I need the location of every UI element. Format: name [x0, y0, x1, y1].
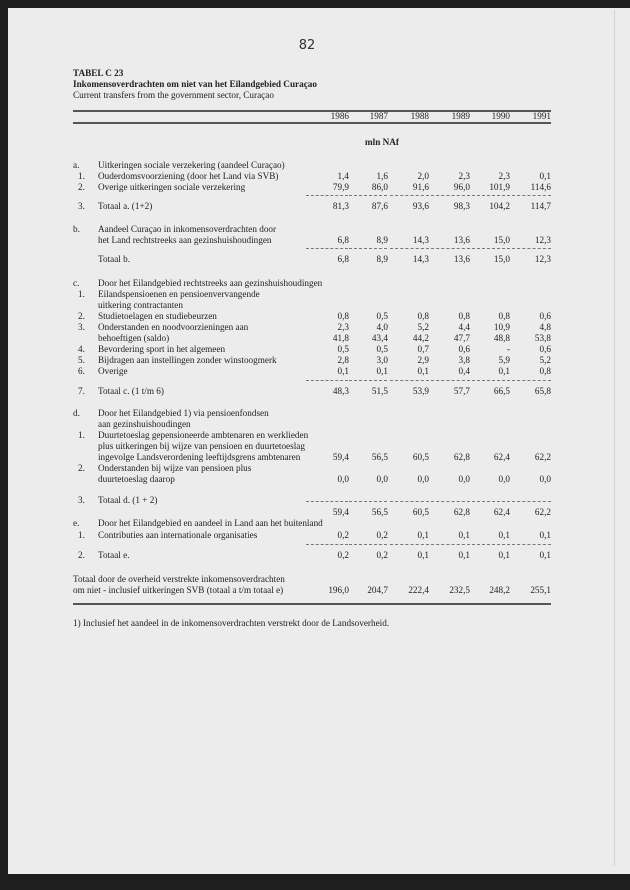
- subtotal-dashed-rule: [390, 544, 429, 545]
- year-header: 1990: [491, 111, 510, 121]
- cell-value: 56,5: [371, 452, 388, 462]
- subtotal-dashed-rule: [349, 380, 387, 381]
- cell-value: 0,1: [417, 530, 429, 540]
- row-label: Bevordering sport in het algemeen: [98, 344, 226, 354]
- subtotal-dashed-rule: [512, 380, 551, 381]
- subtotal-dashed-rule: [472, 380, 510, 381]
- subtotal-dashed-rule: [472, 195, 510, 196]
- cell-value: 66,5: [493, 386, 510, 396]
- cell-value: 51,5: [371, 386, 388, 396]
- cell-value: 6,8: [337, 254, 349, 264]
- table-bottom-rule: [73, 603, 551, 605]
- page-edge-shadow: [614, 10, 615, 866]
- cell-value: 8,9: [376, 254, 388, 264]
- year-header: 1989: [451, 111, 470, 121]
- cell-value: 12,3: [534, 254, 551, 264]
- cell-value: 0,5: [376, 311, 388, 321]
- cell-value: 93,6: [412, 201, 429, 211]
- cell-value: 0,1: [458, 550, 470, 560]
- row-marker: 3.: [78, 201, 85, 211]
- table-id: TABEL C 23: [73, 68, 124, 78]
- cell-value: 2,8: [337, 355, 349, 365]
- year-header: 1991: [532, 111, 551, 121]
- year-header: 1987: [369, 111, 388, 121]
- cell-value: 8,9: [376, 235, 388, 245]
- subtotal-dashed-rule: [512, 501, 551, 502]
- row-marker: 1.: [78, 289, 85, 299]
- cell-value: 59,4: [332, 452, 349, 462]
- cell-value: 2,9: [417, 355, 429, 365]
- subtotal-dashed-rule: [431, 501, 470, 502]
- subtotal-dashed-rule: [306, 501, 348, 502]
- cell-value: 0,2: [337, 530, 349, 540]
- row-label: Totaal e.: [98, 550, 130, 560]
- row-label: Onderstanden en noodvoorzieningen aan: [98, 322, 249, 332]
- table-title-en: Current transfers from the government sector, Curaçao: [73, 90, 274, 100]
- cell-value: 0,1: [539, 171, 551, 181]
- row-label: Door het Eilandgebied 1) via pensioenfondsen: [98, 408, 269, 418]
- subtotal-dashed-rule: [390, 195, 429, 196]
- subtotal-dashed-rule: [390, 501, 429, 502]
- cell-value: 62,4: [493, 452, 510, 462]
- cell-value: 0,5: [337, 344, 349, 354]
- cell-value: 81,3: [332, 201, 349, 211]
- cell-value: -: [506, 344, 510, 354]
- subtotal-dashed-rule: [512, 544, 551, 545]
- row-label: Eilandspensioenen en pensioenvervangende: [98, 289, 260, 299]
- cell-value: 2,3: [458, 171, 470, 181]
- cell-value: 5,2: [417, 322, 429, 332]
- row-label: Totaal a. (1+2): [98, 201, 153, 211]
- subtotal-dashed-rule: [431, 248, 470, 249]
- cell-value: 0,7: [417, 344, 429, 354]
- cell-value: 2,3: [498, 171, 510, 181]
- row-label: Contributies aan internationale organisaties: [98, 530, 258, 540]
- cell-value: 79,9: [332, 182, 349, 192]
- cell-value: 0,8: [498, 311, 510, 321]
- row-marker: 3.: [78, 495, 85, 505]
- cell-value: 48,8: [493, 333, 510, 343]
- cell-value: 59,4: [332, 507, 349, 517]
- row-marker: 2.: [78, 311, 85, 321]
- row-marker: 1.: [78, 171, 85, 181]
- row-label: behoeftigen (saldo): [98, 333, 170, 343]
- row-label: Onderstanden bij wijze van pensioen plus: [98, 463, 252, 473]
- cell-value: 4,8: [539, 322, 551, 332]
- subtotal-dashed-rule: [349, 501, 387, 502]
- cell-value: 14,3: [412, 254, 429, 264]
- cell-value: 60,5: [412, 507, 429, 517]
- cell-value: 13,6: [453, 254, 470, 264]
- cell-value: 0,6: [458, 344, 470, 354]
- cell-value: 0,1: [337, 366, 349, 376]
- row-marker: e.: [73, 518, 80, 528]
- subtotal-dashed-rule: [349, 544, 387, 545]
- cell-value: 3,8: [458, 355, 470, 365]
- cell-value: 12,3: [534, 235, 551, 245]
- cell-value: 62,4: [493, 507, 510, 517]
- row-label: plus uitkeringen bij wijze van pensioen en duurtetoeslag: [98, 441, 305, 451]
- row-marker: c.: [73, 278, 80, 288]
- subtotal-dashed-rule: [306, 195, 348, 196]
- cell-value: 60,5: [412, 452, 429, 462]
- cell-value: 0,5: [376, 344, 388, 354]
- cell-value: 62,2: [534, 452, 551, 462]
- cell-value: 4,4: [458, 322, 470, 332]
- row-label: Ouderdomsvoorziening (door het Land via SVB): [98, 171, 279, 181]
- row-marker: d.: [73, 408, 80, 418]
- cell-value: 0,0: [376, 474, 388, 484]
- subtotal-dashed-rule: [431, 380, 470, 381]
- cell-value: 0,4: [458, 366, 470, 376]
- cell-value: 43,4: [371, 333, 388, 343]
- subtotal-dashed-rule: [349, 248, 387, 249]
- row-label: duurtetoeslag daarop: [98, 474, 175, 484]
- cell-value: 0,2: [337, 550, 349, 560]
- cell-value: 87,6: [371, 201, 388, 211]
- row-label: het Land rechtstreeks aan gezinshuishoudingen: [98, 235, 272, 245]
- footnote: 1) Inclusief het aandeel in de inkomensoverdrachten verstrekt door de Landsoverheid.: [73, 618, 390, 628]
- cell-value: 0,6: [539, 311, 551, 321]
- cell-value: 0,8: [417, 311, 429, 321]
- cell-value: 0,0: [417, 474, 429, 484]
- row-marker: a.: [73, 160, 80, 170]
- cell-value: 57,7: [453, 386, 470, 396]
- cell-value: 114,7: [530, 201, 551, 211]
- cell-value: 15,0: [493, 235, 510, 245]
- cell-value: 98,3: [453, 201, 470, 211]
- cell-value: 0,1: [498, 550, 510, 560]
- subtotal-dashed-rule: [349, 195, 387, 196]
- row-marker: 2.: [78, 463, 85, 473]
- subtotal-dashed-rule: [306, 544, 348, 545]
- row-label: uitkering contractanten: [98, 300, 183, 310]
- cell-value: 48,3: [332, 386, 349, 396]
- row-label: Aandeel Curaçao in inkomensoverdrachten door: [98, 224, 277, 234]
- cell-value: 0,8: [337, 311, 349, 321]
- row-label: Uitkeringen sociale verzekering (aandeel Curaçao): [98, 160, 285, 170]
- cell-value: 0,1: [417, 366, 429, 376]
- subtotal-dashed-rule: [512, 195, 551, 196]
- cell-value: 41,8: [332, 333, 349, 343]
- cell-value: 62,2: [534, 507, 551, 517]
- cell-value: 10,9: [493, 322, 510, 332]
- row-label: Overige uitkeringen sociale verzekering: [98, 182, 246, 192]
- cell-value: 0,2: [376, 530, 388, 540]
- row-label: Door het Eilandgebied en aandeel in Land aan het buitenland: [98, 518, 323, 528]
- cell-value: 5,9: [498, 355, 510, 365]
- cell-value: 14,3: [412, 235, 429, 245]
- subtotal-dashed-rule: [306, 380, 348, 381]
- unit-label: mln NAf: [365, 137, 399, 147]
- subtotal-dashed-rule: [390, 380, 429, 381]
- cell-value: 0,1: [539, 530, 551, 540]
- cell-value: 86,0: [371, 182, 388, 192]
- table-header-rule: [73, 122, 551, 124]
- subtotal-dashed-rule: [472, 248, 510, 249]
- cell-value: 65,8: [534, 386, 551, 396]
- cell-value: 101,9: [489, 182, 510, 192]
- subtotal-dashed-rule: [431, 195, 470, 196]
- cell-value: 96,0: [453, 182, 470, 192]
- row-label: Door het Eilandgebied rechtstreeks aan gezinshuishoudingen: [98, 278, 323, 288]
- cell-value: 1,6: [376, 171, 388, 181]
- row-label: Totaal d. (1 + 2): [98, 495, 158, 505]
- row-marker: 3.: [78, 322, 85, 332]
- cell-value: 196,0: [328, 585, 349, 595]
- row-marker: 5.: [78, 355, 85, 365]
- table-title-nl: Inkomensoverdrachten om niet van het Eilandgebied Curaçao: [73, 79, 317, 89]
- cell-value: 13,6: [453, 235, 470, 245]
- cell-value: 0,1: [498, 530, 510, 540]
- cell-value: 0,8: [539, 366, 551, 376]
- cell-value: 3,0: [376, 355, 388, 365]
- cell-value: 0,0: [458, 474, 470, 484]
- cell-value: 6,8: [337, 235, 349, 245]
- cell-value: 44,2: [412, 333, 429, 343]
- subtotal-dashed-rule: [472, 544, 510, 545]
- cell-value: 62,8: [453, 452, 470, 462]
- cell-value: 0,0: [498, 474, 510, 484]
- cell-value: 114,6: [530, 182, 551, 192]
- row-marker: 2.: [78, 550, 85, 560]
- cell-value: 0,1: [458, 530, 470, 540]
- cell-value: 91,6: [412, 182, 429, 192]
- cell-value: 0,1: [498, 366, 510, 376]
- cell-value: 53,8: [534, 333, 551, 343]
- row-label: Totaal door de overheid verstrekte inkomensoverdrachten: [73, 574, 285, 584]
- cell-value: 0,1: [539, 550, 551, 560]
- cell-value: 1,4: [337, 171, 349, 181]
- row-label: ingevolge Landsverordening leeftijdsgrens ambtenaren: [98, 452, 301, 462]
- cell-value: 255,1: [530, 585, 551, 595]
- cell-value: 0,6: [539, 344, 551, 354]
- row-marker: 1.: [78, 530, 85, 540]
- subtotal-dashed-rule: [431, 544, 470, 545]
- row-label: Studietoelagen en studiebeurzen: [98, 311, 217, 321]
- row-label: Totaal c. (1 t/m 6): [98, 386, 164, 396]
- cell-value: 47,7: [453, 333, 470, 343]
- row-marker: 1.: [78, 430, 85, 440]
- cell-value: 62,8: [453, 507, 470, 517]
- subtotal-dashed-rule: [472, 501, 510, 502]
- cell-value: 204,7: [367, 585, 388, 595]
- cell-value: 4,0: [376, 322, 388, 332]
- row-label: aan gezinshuishoudingen: [98, 419, 191, 429]
- cell-value: 232,5: [449, 585, 470, 595]
- row-label: Bijdragen aan instellingen zonder winstoogmerk: [98, 355, 277, 365]
- cell-value: 0,1: [376, 366, 388, 376]
- cell-value: 0,1: [417, 550, 429, 560]
- cell-value: 248,2: [489, 585, 510, 595]
- row-label: Duurtetoeslag gepensioneerde ambtenaren en werklieden: [98, 430, 309, 440]
- row-marker: 6.: [78, 366, 85, 376]
- cell-value: 0,2: [376, 550, 388, 560]
- row-label: om niet - inclusief uitkeringen SVB (totaal a t/m totaal e): [73, 585, 284, 595]
- cell-value: 0,8: [458, 311, 470, 321]
- cell-value: 56,5: [371, 507, 388, 517]
- row-marker: b.: [73, 224, 80, 234]
- subtotal-dashed-rule: [306, 248, 348, 249]
- subtotal-dashed-rule: [512, 248, 551, 249]
- cell-value: 2,3: [337, 322, 349, 332]
- cell-value: 5,2: [539, 355, 551, 365]
- subtotal-dashed-rule: [390, 248, 429, 249]
- year-header: 1988: [410, 111, 429, 121]
- row-marker: 7.: [78, 386, 85, 396]
- row-marker: 4.: [78, 344, 85, 354]
- cell-value: 15,0: [493, 254, 510, 264]
- year-header: 1986: [330, 111, 349, 121]
- row-label: Overige: [98, 366, 128, 376]
- cell-value: 104,2: [489, 201, 510, 211]
- cell-value: 0,0: [337, 474, 349, 484]
- cell-value: 0,0: [539, 474, 551, 484]
- cell-value: 53,9: [412, 386, 429, 396]
- cell-value: 222,4: [408, 585, 429, 595]
- row-marker: 2.: [78, 182, 85, 192]
- cell-value: 2,0: [417, 171, 429, 181]
- row-label: Totaal b.: [98, 254, 131, 264]
- page-number: 82: [298, 38, 316, 53]
